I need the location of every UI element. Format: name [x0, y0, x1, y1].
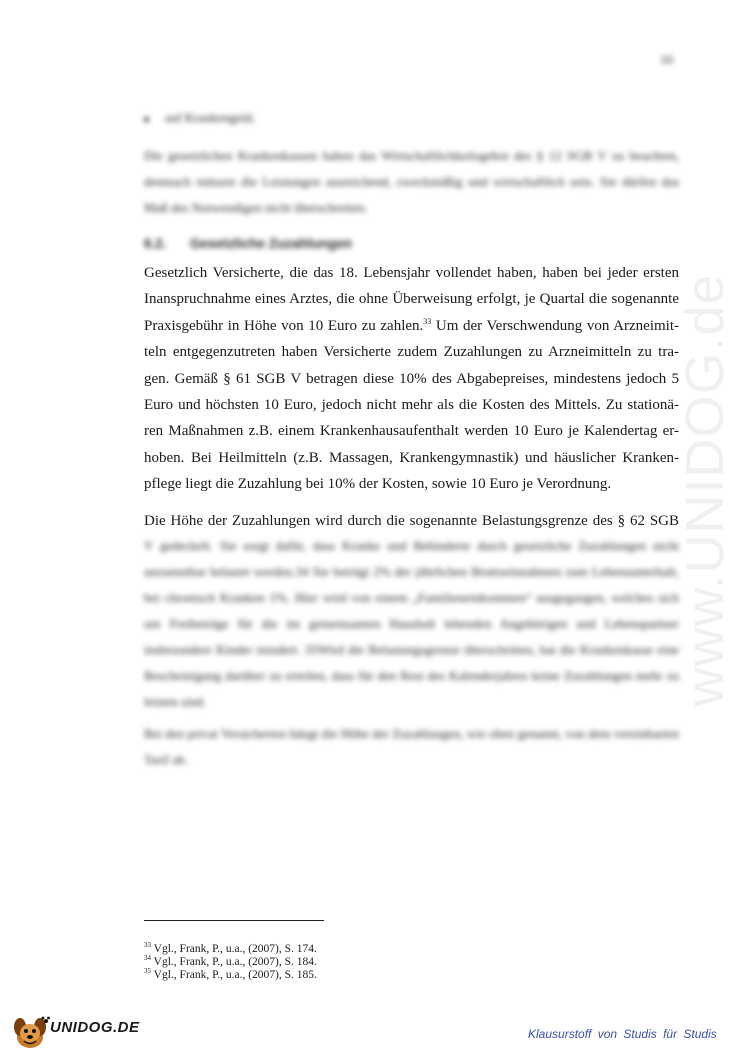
- belastungsgrenze-intro: [144, 508, 679, 534]
- footnotes: [144, 943, 317, 982]
- text-line: gen. Gemäß § 61 SGB V betragen diese 10% des Abgabepreises, mindestens jedoch 5: [144, 370, 679, 387]
- watermark-text: www.UNIDOG.de: [675, 273, 735, 707]
- paragraph-blurred-3: Bei den privat Versicherten hängt die Höhe der Zuzahlungen, wie oben genannt, von dem vereinbarten Tarif ab.: [144, 726, 679, 767]
- paragraph-blurred-1: Die gesetzlichen Krankenkassen haben das Wirtschaftlichkeitsgebot des § 12 SGB V zu beachten, demnach müssen die Leistungen ausreichend, zweckmäßig und wirtschaftlich sein. Sie dürfen das Maß des Notwendigen nicht überschreiten.: [144, 148, 679, 215]
- bullet-item: [144, 110, 255, 126]
- footnote-ref[interactable]: 33: [423, 316, 432, 326]
- footnote-text: Vgl., Frank, P., u.a., (2007), S. 185.: [151, 969, 317, 981]
- section-heading: [144, 236, 352, 251]
- text-fragment: Um der Verschwendung von Arzneimit-: [431, 317, 679, 334]
- text-line: Gesetzlich Versicherte, die das 18. Lebensjahr vollendet haben, haben bei jeder ersten: [144, 265, 679, 281]
- page-number: 10: [660, 52, 673, 67]
- footnote-item: [144, 943, 317, 956]
- dog-mascot-icon: [10, 1015, 50, 1051]
- text-fragment: Praxisgebühr in Höhe von 10 Euro zu zahlen.: [144, 317, 424, 334]
- footnote-item: [144, 969, 317, 982]
- bullet-icon: [144, 117, 149, 122]
- paragraph-blurred-2: V gedeckelt. Sie sorgt dafür, dass Kranke und Behinderte durch gesetzliche Zuzahlungen nicht unzumutbar belastet werden.34 Sie beträgt 2% der jährlichen Bruttoeinnahmen zum Lebensunterhalt, bei chronisch Kranken 1%. Hier wird von einem „Familieneinkommen“ ausgegangen, welches sich um Freibeträge für die im gemeinsamen Haushalt lebenden Angehörigen und Lebenspartner insbesondere Kinder mindert. 35Wird die Belastungsgrenze überschritten, hat die Krankenkasse eine Bescheinigung darüber zu erteilen, dass für den Rest des Kalenderjahres keine Zuzahlungen mehr zu leisten sind.: [144, 538, 679, 709]
- text-line: Die Höhe der Zuzahlungen wird durch die sogenannte Belastungsgrenze des § 62 SGB: [144, 513, 679, 529]
- main-paragraph: [144, 260, 679, 498]
- section-title: Gesetzliche Zuzahlungen: [190, 236, 353, 251]
- footnote-text: Vgl., Frank, P., u.a., (2007), S. 184.: [151, 956, 317, 968]
- bullet-text: auf Krankengeld.: [165, 110, 256, 125]
- footnote-number: 35: [144, 967, 151, 976]
- text-line-with-footnote: [144, 313, 679, 339]
- footnote-number: 33: [144, 941, 151, 950]
- unidog-logo[interactable]: [10, 1015, 160, 1051]
- footnote-item: [144, 956, 317, 969]
- section-number: 6.2.: [144, 236, 167, 251]
- text-line: hoben. Bei Heilmitteln (z.B. Massagen, Krankengymnastik) und häuslicher Kranken-: [144, 449, 679, 466]
- footer-tagline: Klausurstoff von Studis für Studis: [528, 1027, 717, 1041]
- text-line: ren Maßnahmen z.B. einem Krankenhausaufenthalt werden 10 Euro je Kalendertag er-: [144, 423, 679, 440]
- logo-text: UNIDOG.DE: [50, 1019, 140, 1036]
- text-line: Euro und höchsten 10 Euro, jedoch nicht mehr als die Kosten des Mittels. Zu stationä-: [144, 397, 679, 414]
- footnote-divider: [144, 920, 324, 921]
- footnote-number: 34: [144, 954, 151, 963]
- text-line: teln entgegenzutreten haben Versicherte zudem Zuzahlungen zu Arzneimitteln zu tra-: [144, 344, 679, 361]
- text-line: pflege liegt die Zuzahlung bei 10% der Kosten, sowie 10 Euro je Verordnung.: [144, 476, 612, 493]
- footnote-text: Vgl., Frank, P., u.a., (2007), S. 174.: [151, 943, 317, 955]
- text-line: Inanspruchnahme eines Arztes, die ohne Überweisung erfolgt, je Quartal die sogenannte: [144, 291, 679, 308]
